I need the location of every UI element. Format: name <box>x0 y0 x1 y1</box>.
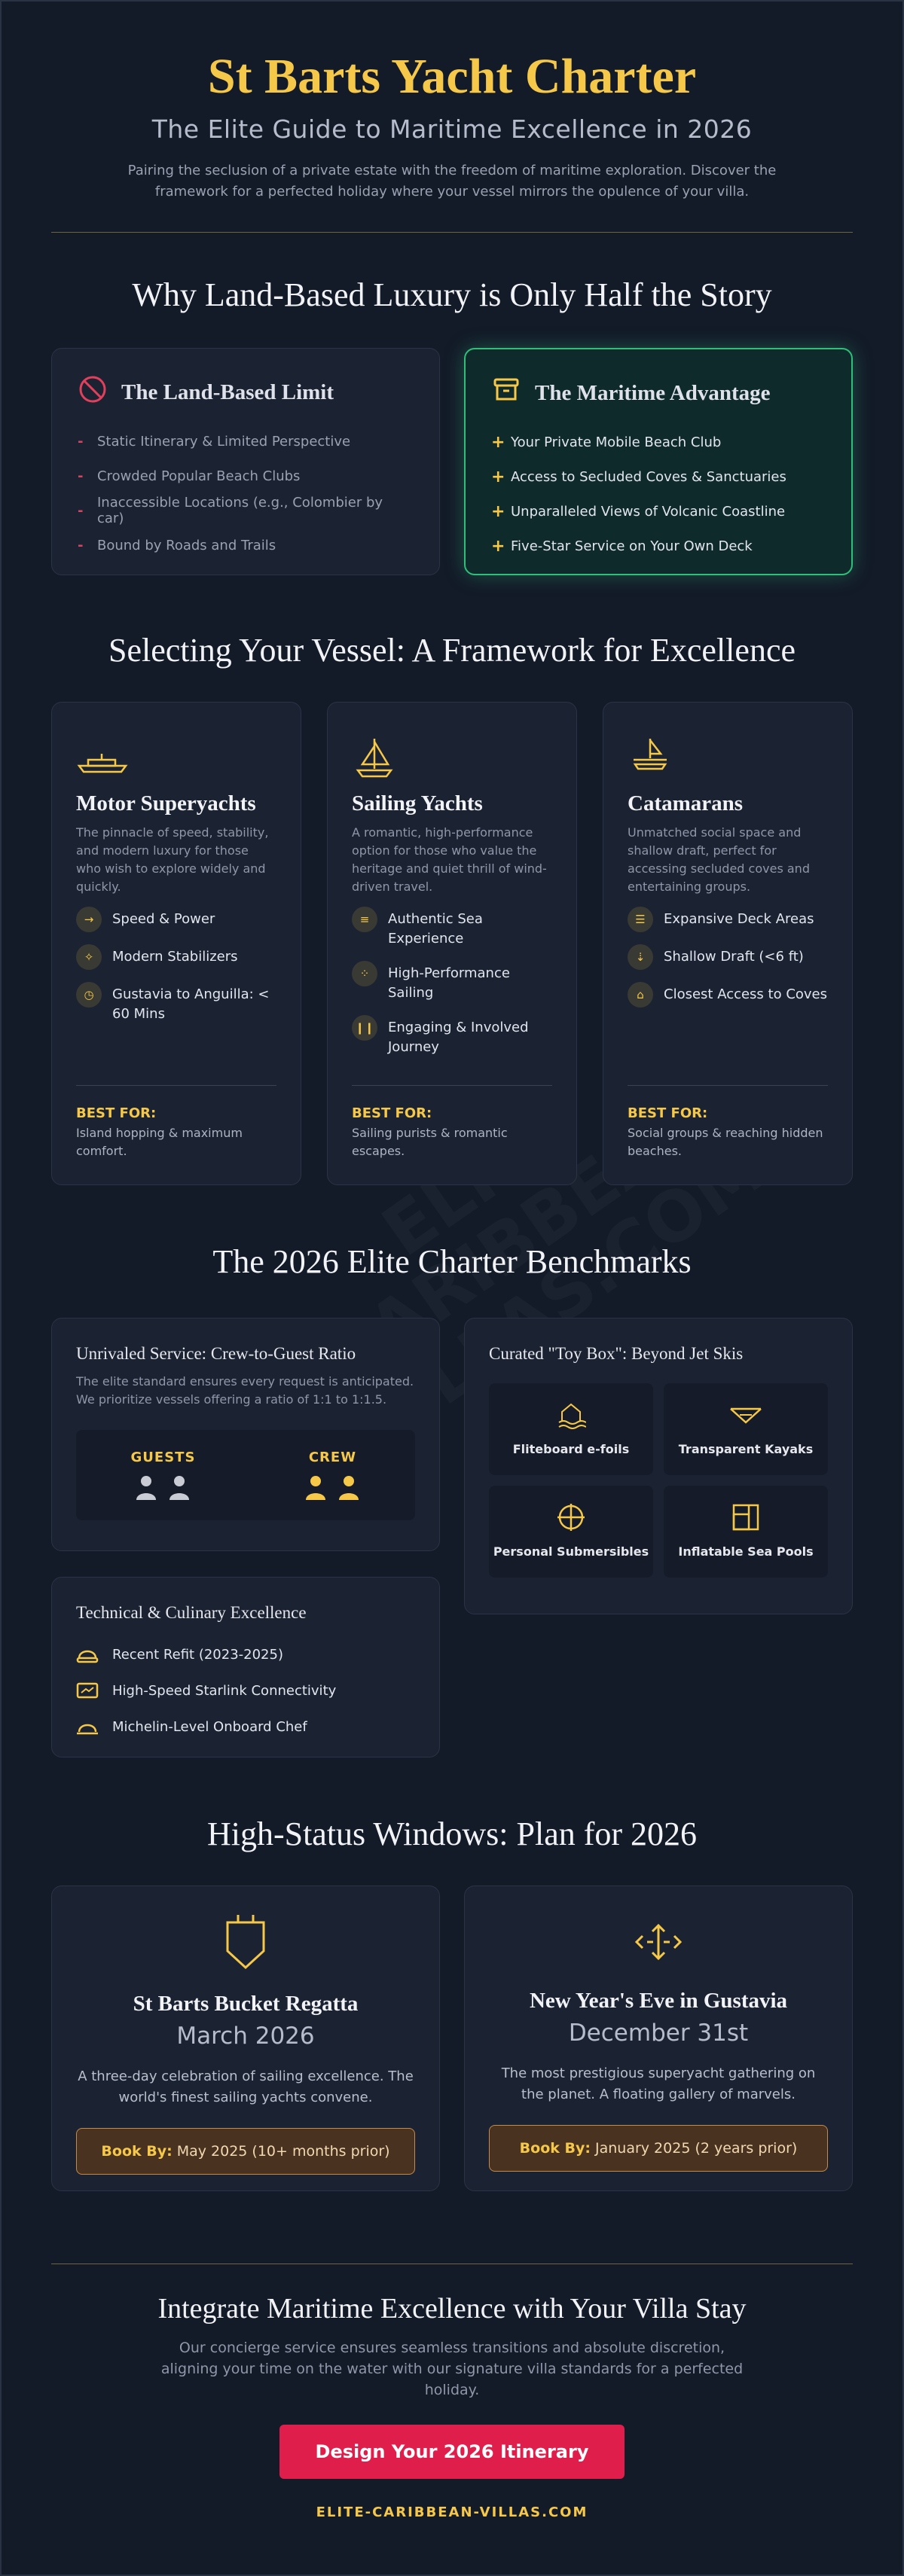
ratio-panel <box>76 1430 415 1520</box>
feature-item: → Speed & Power <box>76 910 276 932</box>
superyacht-icon <box>76 736 276 781</box>
maritime-advantage-title: The Maritime Advantage <box>535 380 771 405</box>
home-icon: ⌂ <box>628 982 653 1008</box>
toy-grid <box>489 1383 828 1578</box>
list-item: Recent Refit (2023-2025) <box>76 1636 415 1672</box>
feature-item: ⁘ High-Performance Sailing <box>352 964 552 1003</box>
feature-item: ◷ Gustavia to Anguilla: < 60 Mins <box>76 985 276 1024</box>
crew-icons <box>304 1474 360 1501</box>
toy-tile: Fliteboard e-foils <box>489 1383 653 1475</box>
land-limit-title: The Land-Based Limit <box>121 380 334 404</box>
pool-icon <box>731 1502 761 1532</box>
best-for: BEST FOR: Sailing purists & romantic escapes. <box>352 1085 552 1160</box>
vessel-desc: Unmatched social space and shallow draft, perfect for accessing secluded coves and entertaining groups. <box>628 825 810 894</box>
vessels-section-title: Selecting Your Vessel: A Framework for Excellence <box>108 632 796 669</box>
list-item: + Your Private Mobile Beach Club <box>491 432 722 452</box>
compare-section-title: Why Land-Based Luxury is Only Half the Story <box>132 276 772 313</box>
toy-tile: Personal Submersibles <box>489 1486 653 1578</box>
toy-tile: Transparent Kayaks <box>664 1383 828 1475</box>
crosshair-icon <box>556 1502 586 1532</box>
event-date: December 31st <box>568 2020 749 2047</box>
person-icon <box>304 1474 327 1501</box>
list-item: High-Speed Starlink Connectivity <box>76 1672 415 1709</box>
tech-list <box>76 1636 415 1745</box>
design-itinerary-button[interactable]: Design Your 2026 Itinerary <box>279 2425 625 2479</box>
maritime-advantage-heading <box>491 375 826 411</box>
vessel-features <box>352 910 552 1057</box>
toy-tile: Inflatable Sea Pools <box>664 1486 828 1578</box>
vessel-card-sailing <box>327 702 577 1185</box>
sparkle-icon: ✧ <box>76 944 102 970</box>
event-title: St Barts Bucket Regatta <box>133 1992 359 2016</box>
toy-box-card <box>464 1318 853 1614</box>
shield-flag-icon <box>76 1913 415 1974</box>
page-subtitle: The Elite Guide to Maritime Excellence in 2026 <box>151 114 753 144</box>
event-desc: The most prestigious superyacht gathering on the planet. A floating gallery of marvels. <box>501 2065 816 2102</box>
refit-helmet-icon <box>76 1645 99 1664</box>
depth-icon: ⇣ <box>628 944 653 970</box>
guests-column: GUESTS <box>131 1450 196 1501</box>
sliders-icon: ☰ <box>628 907 653 932</box>
event-desc: A three-day celebration of sailing excellence. The world's finest sailing yachts convene. <box>78 2068 414 2105</box>
chef-cloche-icon <box>76 1717 99 1736</box>
vessel-features <box>628 910 828 1008</box>
feature-item: ⌂ Closest Access to Coves <box>628 985 828 1008</box>
book-by-badge: Book By: January 2025 (2 years prior) <box>489 2125 828 2172</box>
feature-item: ❙❙ Engaging & Involved Journey <box>352 1018 552 1057</box>
sailboat-icon <box>352 736 552 781</box>
event-date: March 2026 <box>176 2023 315 2050</box>
guest-icons <box>131 1474 196 1501</box>
land-limit-list <box>78 424 414 562</box>
starlink-icon <box>76 1681 99 1700</box>
list-item: + Unparalleled Views of Volcanic Coastline <box>491 501 786 521</box>
land-limit-heading <box>78 374 414 410</box>
tech-culinary-title: Technical & Culinary Excellence <box>76 1603 307 1622</box>
footer-desc: Our concierge service ensures seamless transitions and absolute discretion, aligning your time on the water with our signature villa standards for a perfected holiday. <box>160 2340 744 2398</box>
footer-title: Integrate Maritime Excellence with Your Villa Stay <box>157 2293 747 2324</box>
event-title: New Year's Eve in Gustavia <box>529 1989 788 2013</box>
waves-icon <box>556 1400 586 1430</box>
archive-box-icon <box>491 375 521 411</box>
list-icon: ≡ <box>352 907 377 932</box>
list-item: + Access to Secluded Coves & Sanctuaries <box>491 467 786 486</box>
prohibited-icon <box>78 374 108 410</box>
feature-item: ≡ Authentic Sea Experience <box>352 910 552 949</box>
event-card-nye <box>464 1886 853 2191</box>
list-item: + Five-Star Service on Your Own Deck <box>491 536 753 556</box>
vessel-card-motor <box>51 702 301 1185</box>
service-ratio-desc: The elite standard ensures every request is anticipated. We prioritize vessels offering a ratio of 1:1 to 1:1.5. <box>76 1374 414 1407</box>
person-icon <box>337 1474 360 1501</box>
vessel-name: Catamarans <box>628 791 744 815</box>
tech-culinary-card <box>51 1577 440 1757</box>
event-card-regatta <box>51 1886 440 2191</box>
vessel-desc: A romantic, high-performance option for those who value the heritage and quiet thrill of wind-driven travel. <box>352 825 547 894</box>
vessel-features <box>76 910 276 1024</box>
benchmarks-section-title: The 2026 Elite Charter Benchmarks <box>212 1243 692 1280</box>
events-section-title: High-Status Windows: Plan for 2026 <box>206 1815 698 1852</box>
best-for: BEST FOR: Island hopping & maximum comfort. <box>76 1085 276 1160</box>
divider <box>51 232 853 233</box>
vessel-name: Sailing Yachts <box>352 791 483 815</box>
vessel-desc: The pinnacle of speed, stability, and modern luxury for those who wish to explore widely and quickly. <box>76 825 269 894</box>
best-for: BEST FOR: Social groups & reaching hidden beaches. <box>628 1085 828 1160</box>
land-limit-card <box>51 348 440 575</box>
list-item: Michelin-Level Onboard Chef <box>76 1709 415 1745</box>
service-ratio-title: Unrivaled Service: Crew-to-Guest Ratio <box>76 1344 356 1363</box>
arrow-right-icon: → <box>76 907 102 932</box>
fireworks-icon <box>489 1913 828 1971</box>
book-by-badge: Book By: May 2025 (10+ months prior) <box>76 2128 415 2175</box>
feature-item: ✧ Modern Stabilizers <box>76 947 276 970</box>
person-icon <box>168 1474 191 1501</box>
intro-text: Pairing the seclusion of a private estate with the freedom of maritime exploration. Discover the framework for a perfected holiday where your vessel mirrors the opulence of your villa. <box>127 163 777 200</box>
catamaran-icon <box>628 736 828 781</box>
clock-icon: ◷ <box>76 982 102 1008</box>
list-item: - Inaccessible Locations (e.g., Colombier by car) <box>78 495 383 526</box>
page-title: St Barts Yacht Charter <box>207 49 697 104</box>
list-item: - Bound by Roads and Trails <box>78 537 276 553</box>
toy-box-title: Curated "Toy Box": Beyond Jet Skis <box>489 1344 744 1363</box>
crew-column: CREW <box>304 1450 360 1501</box>
person-icon <box>135 1474 157 1501</box>
pause-icon: ❙❙ <box>352 1015 377 1041</box>
header <box>0 47 904 203</box>
feature-item: ☰ Expansive Deck Areas <box>628 910 828 932</box>
maritime-advantage-list <box>491 425 826 563</box>
vessel-card-catamaran <box>603 702 853 1185</box>
grid-icon: ⁘ <box>352 961 377 986</box>
list-item: - Static Itinerary & Limited Perspective <box>78 433 351 450</box>
site-link[interactable]: ELITE-CARIBBEAN-VILLAS.COM <box>316 2504 588 2520</box>
service-ratio-card <box>51 1318 440 1551</box>
feature-item: ⇣ Shallow Draft (<6 ft) <box>628 947 828 970</box>
kayak-icon <box>728 1400 764 1430</box>
maritime-advantage-card <box>464 348 853 575</box>
list-item: - Crowded Popular Beach Clubs <box>78 468 301 484</box>
vessel-name: Motor Superyachts <box>76 791 256 815</box>
